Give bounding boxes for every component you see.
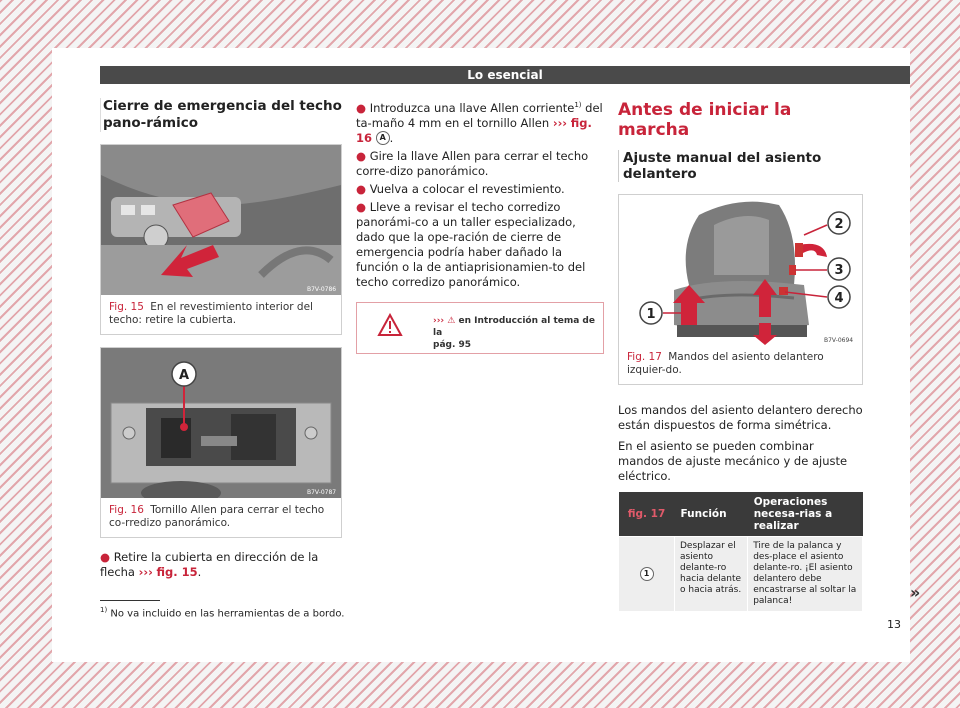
page-number: 13 xyxy=(887,618,901,631)
marker-a: A xyxy=(376,131,390,145)
table-header-row xyxy=(619,492,863,537)
footnote-rule xyxy=(100,600,160,601)
bullet-icon: ● xyxy=(356,199,367,214)
figure-16-marker: A xyxy=(178,368,190,383)
paragraph-combinar: En el asiento se pueden combinar mandos de ajuste mecánico y de ajuste eléctrico. xyxy=(618,439,848,483)
table-row-marker: 1 xyxy=(640,567,654,581)
operations-table xyxy=(618,492,863,612)
allen-screw-illustration xyxy=(101,348,341,498)
chapter-header: Lo esencial xyxy=(100,66,910,84)
figure-15 xyxy=(100,144,342,335)
footnote: $^{1)}$ No va incluido en las herramientas de a bordo. xyxy=(100,606,345,620)
step-gire: ● Gire la llave Allen para cerrar el techo corre-dizo panorámico. xyxy=(356,148,589,178)
table-cell-funcion: Desplazar el asiento delante-ro hacia delante o hacia atrás. xyxy=(675,537,748,612)
chapter-title: Antes de iniciar la marcha xyxy=(618,100,792,140)
warning-box: ››› ⚠ en Introducción al tema de la pág. 95 xyxy=(356,302,604,354)
callout-3: 3 xyxy=(834,263,844,278)
figure-16 xyxy=(100,347,342,538)
bullet-icon: ● xyxy=(100,550,111,564)
section-title: Cierre de emergencia del techo pano-rámico xyxy=(100,98,342,132)
arrow-ref: ››› xyxy=(138,565,153,579)
bullet-icon: ● xyxy=(356,148,367,163)
step-lleve: ● Lleve a revisar el techo corredizo panorámi-co a un taller especializado, dado que la ope-ración de cierre de emergencia podría haber dañado la función o la de antiaprisionamien-to del techo corredizo panorámico. xyxy=(356,199,586,289)
figure-15-code: B7V-0786 xyxy=(307,286,337,293)
step-retire-cubierta: ● Retire la cubierta en dirección de la flecha ››› fig. 15. xyxy=(100,550,319,579)
figure-15-label: Fig. 15 xyxy=(109,301,144,313)
step-introduzca: ● Introduzca una llave Allen corriente$^{1)}$ del ta-maño 4 mm en el tornillo Allen ››› fig. 16 A . xyxy=(356,100,603,145)
subsection-title: Ajuste manual del asiento delantero xyxy=(618,150,863,182)
table-cell-operaciones: Tire de la palanca y des-place el asiento delante-ro. ¡El asiento delantero debe encastrarse al soltar la palanca! xyxy=(748,537,863,612)
figure-16-code: B7V-0787 xyxy=(307,489,337,496)
manual-page xyxy=(52,48,921,662)
table-header-operaciones: Operaciones necesa-rias a realizar xyxy=(748,492,863,537)
column-1 xyxy=(100,98,342,583)
figure-16-caption: Tornillo Allen para cerrar el techo co-rredizo panorámico. xyxy=(109,504,325,529)
figure-17-label: Fig. 17 xyxy=(627,351,662,363)
warning-link[interactable]: en Introducción al tema de la xyxy=(433,315,595,338)
figure-17-caption: Mandos del asiento delantero izquier-do. xyxy=(627,351,824,376)
figure-15-caption: En el revestimiento interior del techo: retire la cubierta. xyxy=(109,301,313,326)
warning-triangle-small-icon: ⚠ xyxy=(447,315,456,326)
fig-16-link[interactable]: fig. 16 xyxy=(356,115,592,145)
arrow-ref: ››› xyxy=(552,115,568,130)
ceiling-panel-illustration xyxy=(101,145,341,295)
figure-16-label: Fig. 16 xyxy=(109,504,144,516)
seat-controls-illustration xyxy=(619,195,862,345)
fig-15-link[interactable]: fig. 15 xyxy=(156,565,198,579)
callout-1: 1 xyxy=(646,307,656,322)
table-header-fig: fig. 17 xyxy=(619,492,675,537)
table-row xyxy=(619,537,863,612)
figure-17 xyxy=(618,194,863,385)
table-header-funcion: Función xyxy=(675,492,748,537)
column-2 xyxy=(356,98,604,354)
step-vuelva: ● Vuelva a colocar el revestimiento. xyxy=(356,181,565,196)
bullet-icon: ● xyxy=(356,181,367,196)
callout-2: 2 xyxy=(834,217,844,232)
callout-4: 4 xyxy=(834,291,844,306)
paragraph-simetrica: Los mandos del asiento delantero derecho están dispuestos de forma simétrica. xyxy=(618,403,863,432)
bullet-icon: ● xyxy=(356,100,367,115)
continue-marker: » xyxy=(910,583,921,602)
warning-triangle-icon xyxy=(377,313,403,337)
figure-17-code: B7V-0694 xyxy=(824,337,854,344)
column-3 xyxy=(618,98,863,612)
